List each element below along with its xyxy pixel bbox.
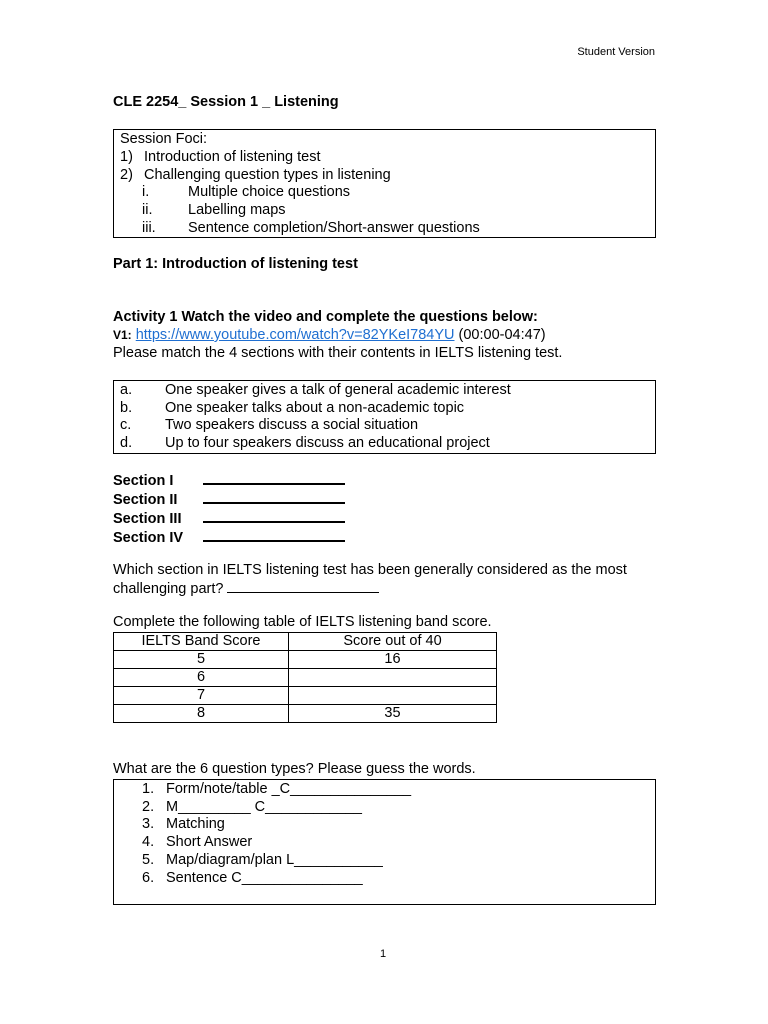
- video-line: [113, 327, 546, 343]
- table-cell: 8: [114, 705, 289, 723]
- answer-blank[interactable]: [203, 528, 345, 542]
- section-contents-box: [113, 380, 656, 454]
- foci-subitem: i. Multiple choice questions: [142, 184, 351, 201]
- table-header-row: [114, 633, 497, 651]
- table-cell: 5: [114, 651, 289, 669]
- question-types-box: [113, 779, 656, 905]
- section-row: Section III: [113, 509, 345, 528]
- table-header: Score out of 40: [289, 633, 497, 651]
- question-type-item: 5. Map/diagram/plan L___________: [142, 851, 383, 868]
- table-cell[interactable]: [289, 687, 497, 705]
- answer-blank[interactable]: [203, 490, 345, 504]
- table-cell: 35: [289, 705, 497, 723]
- foci-subitem: ii. Labelling maps: [142, 202, 286, 219]
- content-option: d. Up to four speakers discuss an educational project: [120, 434, 490, 451]
- question-type-item: 2. M_________ C____________: [142, 798, 362, 815]
- question-type-item: 4. Short Answer: [142, 834, 253, 851]
- section-row: Section I: [113, 471, 345, 490]
- table-row: [114, 687, 497, 705]
- table-row: [114, 705, 497, 723]
- page-number: 1: [380, 948, 387, 960]
- match-instruction: Please match the 4 sections with their contents in IELTS listening test.: [113, 345, 563, 361]
- question-type-item: 6. Sentence C_______________: [142, 869, 363, 886]
- table-cell: 7: [114, 687, 289, 705]
- part1-heading: Part 1: Introduction of listening test: [113, 256, 358, 272]
- page-title: CLE 2254_ Session 1 _ Listening: [113, 94, 339, 110]
- table-row: [114, 651, 497, 669]
- table-header: IELTS Band Score: [114, 633, 289, 651]
- activity1-heading: Activity 1 Watch the video and complete the questions below:: [113, 309, 538, 325]
- band-score-table: [113, 632, 497, 723]
- foci-subitem: iii. Sentence completion/Short-answer questions: [142, 219, 480, 236]
- question-type-item: 3. Matching: [142, 816, 225, 833]
- section-answers: [113, 471, 345, 547]
- content-option: b. One speaker talks about a non-academic topic: [120, 399, 465, 416]
- question-types-intro: What are the 6 question types? Please guess the words.: [113, 761, 476, 777]
- video-link[interactable]: https://www.youtube.com/watch?v=82YKeI784YU: [135, 327, 455, 343]
- content-option: a. One speaker gives a talk of general academic interest: [120, 382, 511, 398]
- table-cell: 6: [114, 669, 289, 687]
- table-cell: 16: [289, 651, 497, 669]
- band-table-intro: Complete the following table of IELTS listening band score.: [113, 614, 492, 630]
- answer-blank[interactable]: [203, 471, 345, 485]
- foci-item: 1) Introduction of listening test: [120, 148, 321, 165]
- version-label: Student Version: [577, 46, 655, 58]
- challenging-question: Which section in IELTS listening test has been generally considered as the most challenging part?: [113, 562, 627, 597]
- session-foci-box: [113, 129, 656, 238]
- question-type-item: 1. Form/note/table _C_______________: [142, 781, 412, 797]
- answer-blank[interactable]: [227, 580, 379, 593]
- table-cell[interactable]: [289, 669, 497, 687]
- content-option: c. Two speakers discuss a social situation: [120, 417, 419, 434]
- table-row: [114, 669, 497, 687]
- section-row: Section II: [113, 490, 345, 509]
- video-time: (00:00-04:47): [454, 327, 546, 343]
- section-row: Section IV: [113, 528, 345, 547]
- answer-blank[interactable]: [203, 509, 345, 523]
- foci-item: 2) Challenging question types in listening: [120, 166, 391, 183]
- foci-heading: Session Foci:: [120, 131, 208, 147]
- video-label: V1:: [113, 328, 132, 342]
